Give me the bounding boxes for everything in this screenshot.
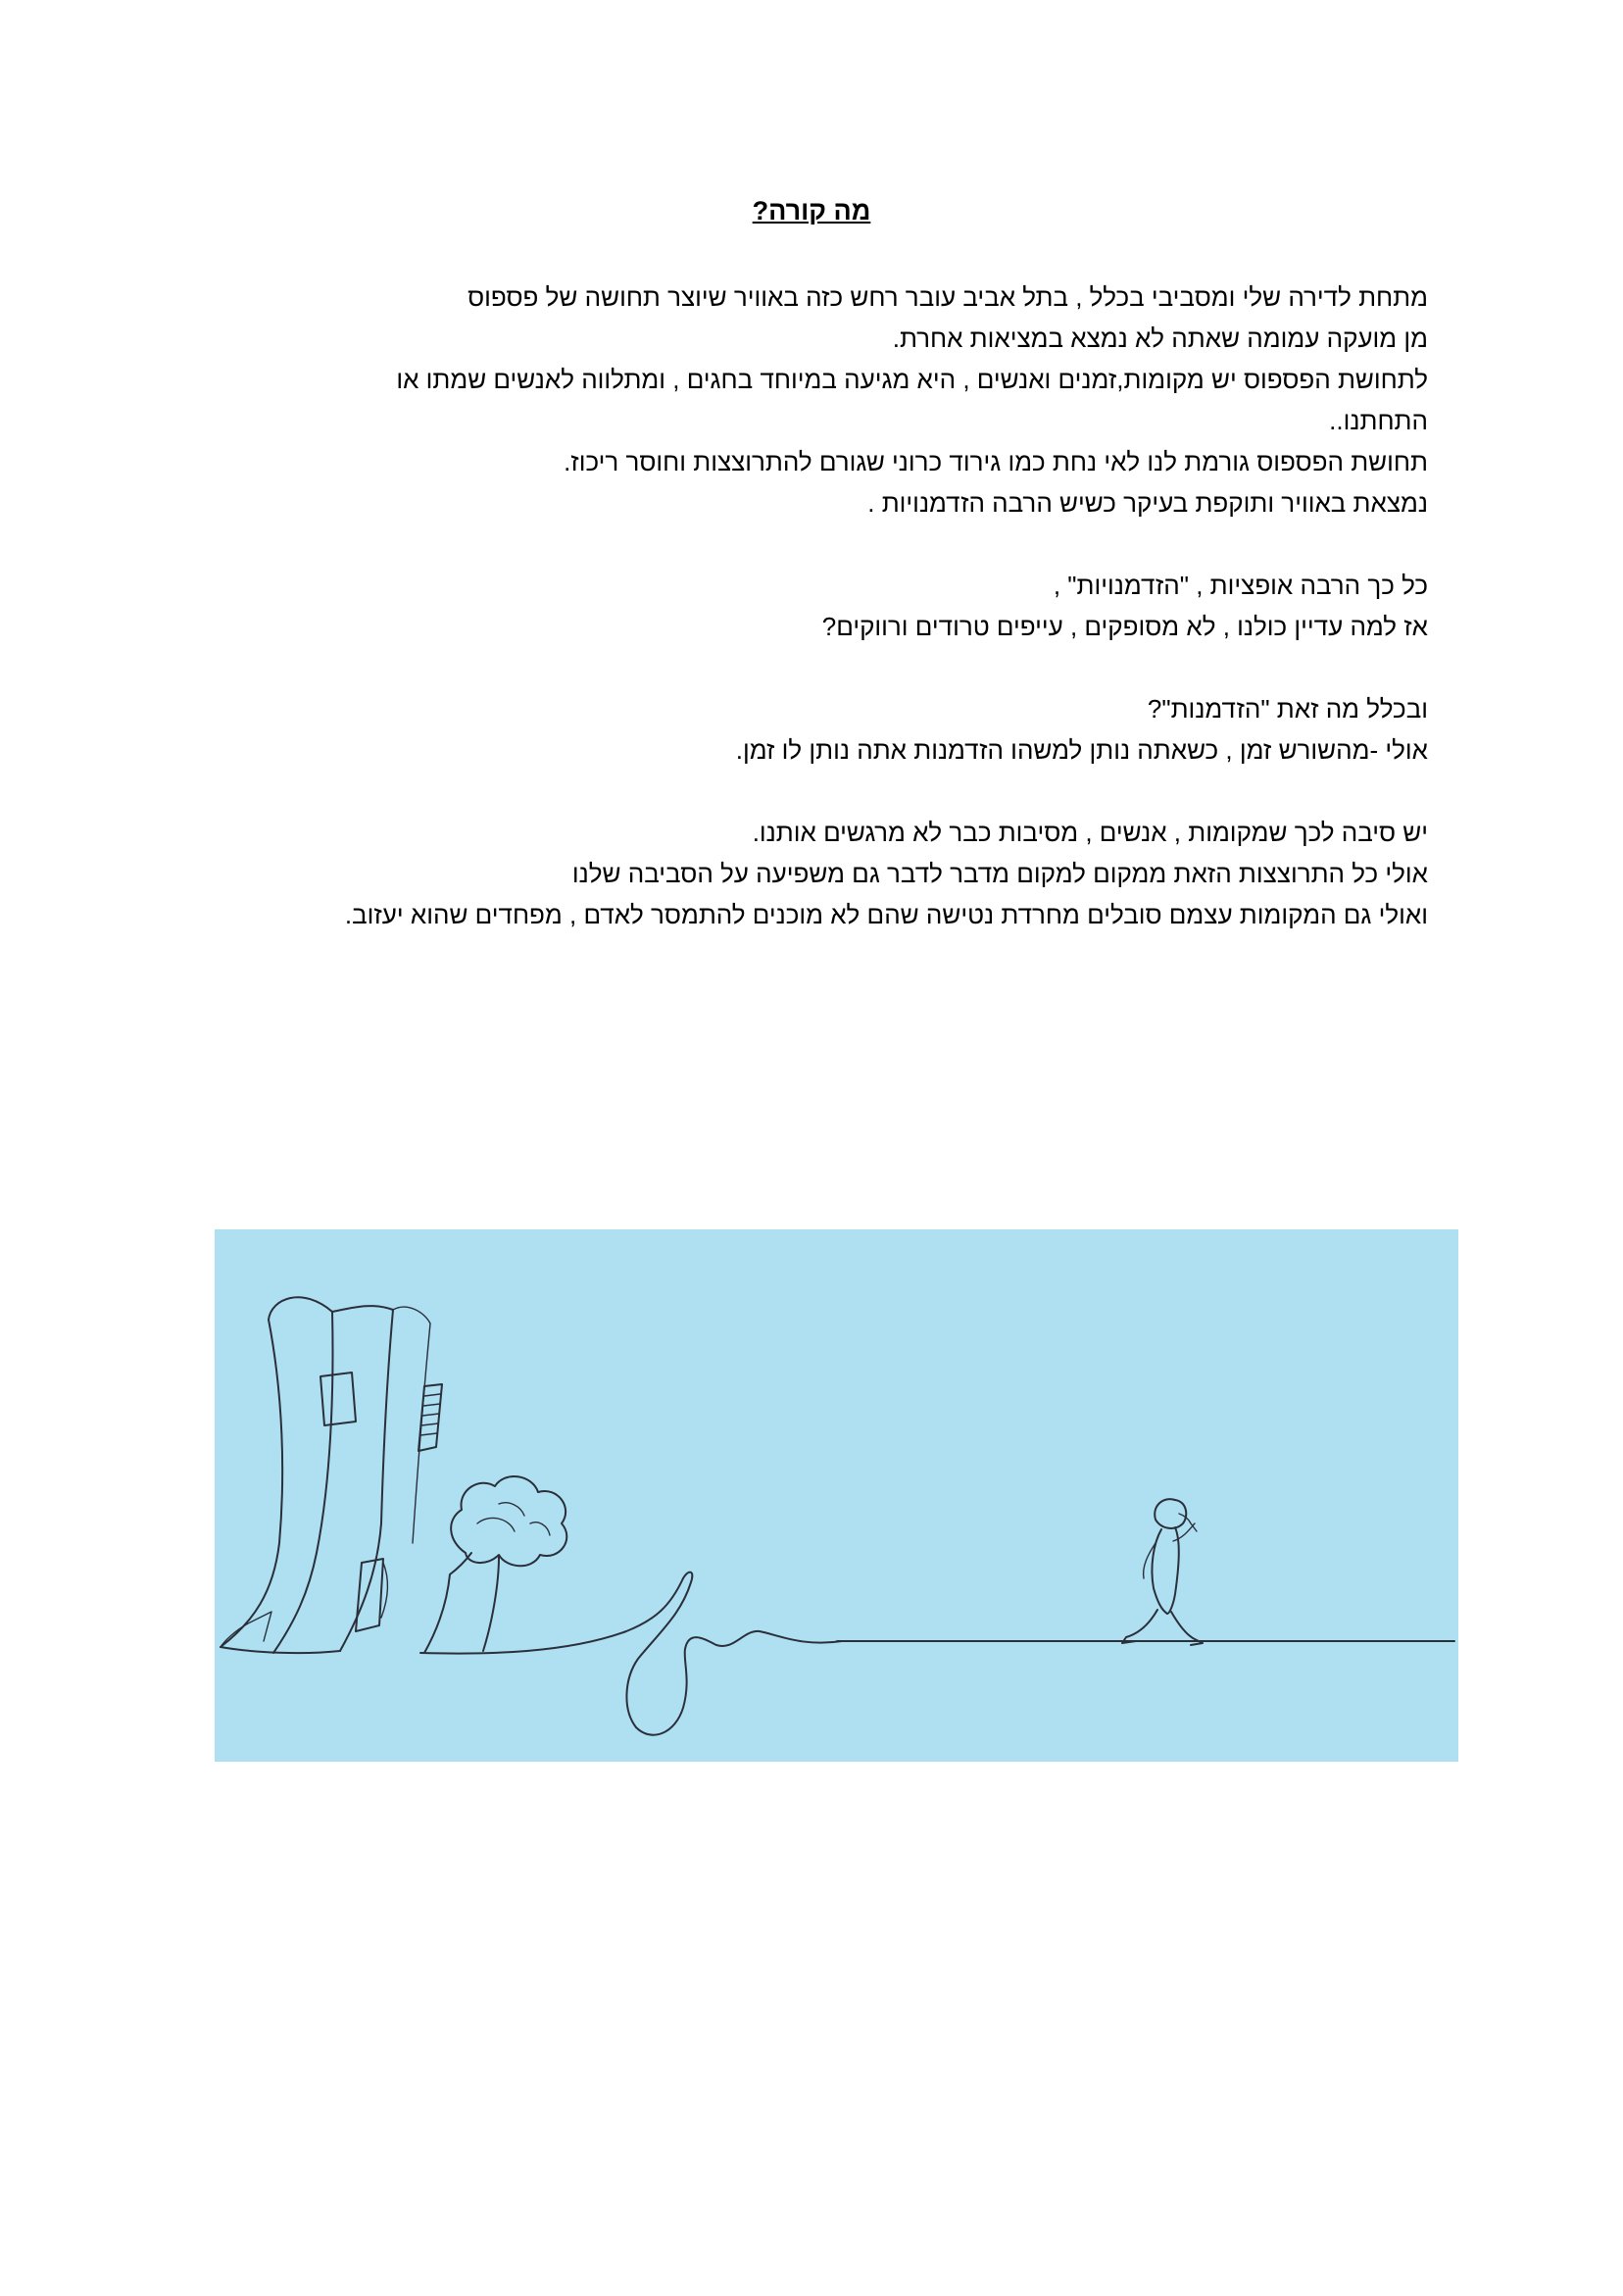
text-line: מתחת לדירה שלי ומסביבי בכלל , בתל אביב עובר רחש כזה באוויר שיוצר תחושה של פספוס bbox=[467, 282, 1428, 312]
text-line: אולי כל התרוצצות הזאת ממקום למקום מדבר לדבר גם משפיעה על הסביבה שלנו bbox=[571, 859, 1428, 888]
text-line: אז למה עדיין כולנו , לא מסופקים , עייפים טרודים ורווקים? bbox=[821, 612, 1428, 641]
paragraph bbox=[193, 812, 1428, 935]
text-line: אולי -מהשורש זמן , כשאתה נותן למשהו הזדמנות אתה נותן לו זמן. bbox=[735, 735, 1428, 765]
text-line: ואולי גם המקומות עצמם סובלים מחרדת נטישה שהם לא מוכנים להתמסר לאדם , מפחדים שהוא יעזוב. bbox=[344, 900, 1428, 929]
paragraph bbox=[193, 565, 1428, 647]
rope-loop bbox=[626, 1572, 842, 1735]
text-line: כל כך הרבה אופציות , "הזדמנויות" , bbox=[1053, 571, 1428, 600]
paragraph bbox=[193, 276, 1428, 524]
pulled-ground-line bbox=[420, 1578, 683, 1654]
paragraph bbox=[193, 688, 1428, 771]
body-text bbox=[193, 276, 1428, 976]
sketch-illustration bbox=[215, 1229, 1458, 1762]
walking-figure bbox=[1122, 1499, 1203, 1645]
sketch-drawing bbox=[215, 1229, 1458, 1762]
text-line: יש סיבה לכך שמקומות , אנשים , מסיבות כבר לא מרגשים אותנו. bbox=[752, 818, 1428, 847]
text-line: לתחושת הפספוס יש מקומות,זמנים ואנשים , היא מגיעה במיוחד בחגים , ומתלווה לאנשים שמתו או bbox=[396, 365, 1428, 394]
tree bbox=[424, 1476, 566, 1653]
text-line: התחתנו.. bbox=[1329, 406, 1428, 435]
text-line: נמצאת באוויר ותוקפת בעיקר כשיש הרבה הזדמנויות . bbox=[867, 488, 1428, 518]
text-line: תחושת הפספוס גורמת לנו לאי נחת כמו גירוד כרוני שגורם להתרוצצות וחוסר ריכוז. bbox=[564, 447, 1428, 476]
leaning-building bbox=[221, 1297, 442, 1653]
text-line: מן מועקה עמומה שאתה לא נמצא במציאות אחרת. bbox=[892, 324, 1428, 353]
document-title: מה קורה? bbox=[752, 196, 871, 225]
text-line: ובכלל מה זאת "הזדמנות"? bbox=[1147, 694, 1428, 724]
